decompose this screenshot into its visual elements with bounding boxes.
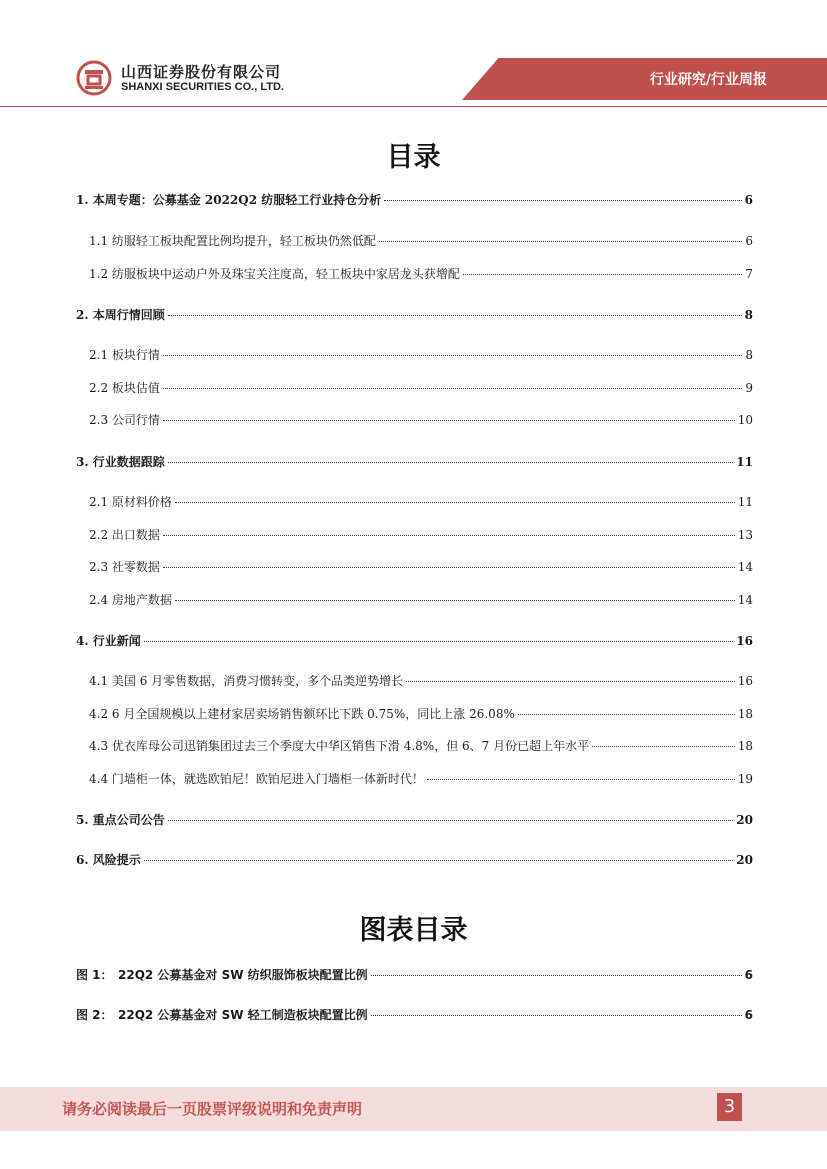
toc-entry-label: 2.2 出口数据 — [89, 528, 160, 542]
toc-entry[interactable] — [76, 191, 753, 208]
toc-entry[interactable] — [89, 672, 753, 689]
leader-dots — [175, 502, 735, 503]
header-banner — [462, 58, 827, 100]
toc-entry[interactable] — [89, 379, 753, 396]
toc-entry-page: 8 — [745, 348, 753, 362]
leader-dots — [163, 355, 742, 356]
toc-entry-label: 2.3 社零数据 — [89, 560, 160, 574]
toc-entry-page: 8 — [744, 308, 753, 322]
toc-entry[interactable] — [89, 493, 753, 510]
header-divider — [0, 106, 827, 107]
figure-entry[interactable] — [76, 966, 753, 983]
toc-entry[interactable] — [76, 632, 753, 649]
toc-entry[interactable] — [76, 453, 753, 470]
leader-dots — [175, 600, 735, 601]
company-name-cn: 山西证券股份有限公司 — [121, 63, 282, 81]
leader-dots — [384, 200, 741, 201]
leader-dots — [168, 820, 734, 821]
leader-dots — [163, 535, 735, 536]
toc-entry[interactable] — [89, 411, 753, 428]
toc-entry-label: 2.1 原材料价格 — [89, 495, 172, 509]
toc-entry[interactable] — [89, 232, 753, 249]
toc-entry-label: 1. 本周专题：公募基金 2022Q2 纺服轻工行业持仓分析 — [76, 193, 382, 207]
toc-entry[interactable] — [89, 526, 753, 543]
toc-entry[interactable] — [89, 265, 753, 282]
toc-entry-label: 5. 重点公司公告 — [76, 813, 165, 827]
company-logo-icon — [76, 60, 112, 96]
leader-dots — [168, 315, 742, 316]
toc-entry-page: 16 — [737, 674, 753, 688]
toc-entry-page: 9 — [745, 381, 753, 395]
figure-entry[interactable] — [76, 1006, 753, 1023]
page-header — [0, 0, 827, 112]
figure-entry-label — [76, 966, 368, 983]
toc-entry[interactable] — [89, 346, 753, 363]
toc-entry-label: 2.4 房地产数据 — [89, 593, 172, 607]
toc-entry-page: 14 — [737, 593, 753, 607]
leader-dots — [163, 388, 742, 389]
leader-dots — [144, 860, 734, 861]
leader-dots — [163, 420, 735, 421]
toc-entry[interactable] — [89, 705, 753, 722]
toc-entry-label: 1.2 纺服板块中运动户外及珠宝关注度高，轻工板块中家居龙头获增配 — [89, 267, 460, 281]
toc-entry-page: 16 — [736, 634, 753, 648]
figure-title: 22Q2 公募基金对 SW 纺织服饰板块配置比例 — [118, 968, 368, 982]
toc-entry-page: 11 — [737, 495, 753, 509]
figure-number: 图 1： — [76, 968, 113, 982]
toc-entry-page: 14 — [737, 560, 753, 574]
figure-entry-label — [76, 1006, 368, 1023]
toc-entry[interactable] — [89, 737, 753, 754]
toc-entry-page: 11 — [736, 455, 753, 469]
toc-entry-page: 19 — [737, 772, 753, 786]
toc-entry[interactable] — [76, 306, 753, 323]
figure-number: 图 2： — [76, 1008, 113, 1022]
page-number: 3 — [717, 1093, 742, 1121]
leader-dots — [371, 975, 742, 976]
figure-entry-page: 6 — [744, 968, 753, 982]
leader-dots — [427, 779, 735, 780]
toc-entry-page: 6 — [744, 193, 753, 207]
toc-entry-label: 3. 行业数据跟踪 — [76, 455, 165, 469]
toc-entry-label: 4. 行业新闻 — [76, 634, 141, 648]
leader-dots — [406, 681, 735, 682]
toc-entry-label: 6. 风险提示 — [76, 853, 141, 867]
toc-entry[interactable] — [76, 811, 753, 828]
toc-title: 目录 — [386, 142, 441, 173]
toc-entry-label: 2.1 板块行情 — [89, 348, 160, 362]
toc-entry-page: 20 — [736, 813, 753, 827]
toc-entry-page: 20 — [736, 853, 753, 867]
toc-entry-page: 18 — [737, 739, 753, 753]
toc-entry-page: 7 — [745, 267, 753, 281]
toc-entry-label: 4.3 优衣库母公司迅销集团过去三个季度大中华区销售下滑 4.8%，但 6、7 月份已超上年水平 — [89, 739, 590, 753]
leader-dots — [379, 241, 742, 242]
toc-entry[interactable] — [89, 591, 753, 608]
toc-entry-label: 2. 本周行情回顾 — [76, 308, 165, 322]
toc-entry-label: 2.3 公司行情 — [89, 413, 160, 427]
leader-dots — [518, 714, 735, 715]
leader-dots — [371, 1015, 742, 1016]
toc-entry-page: 10 — [737, 413, 753, 427]
toc-entry-label: 1.1 纺服轻工板块配置比例均提升，轻工板块仍然低配 — [89, 234, 376, 248]
toc-entry-label: 4.4 门墙柜一体，就选欧铂尼！欧铂尼进入门墙柜一体新时代！ — [89, 772, 424, 786]
company-name-en: SHANXI SECURITIES CO., LTD. — [121, 81, 284, 93]
toc-entry-label: 4.2 6 月全国规模以上建材家居卖场销售额环比下跌 0.75%，同比上涨 26.08% — [89, 707, 515, 721]
toc-entry[interactable] — [76, 851, 753, 868]
figures-title: 图表目录 — [359, 915, 468, 946]
toc-entry-label: 4.1 美国 6 月零售数据，消费习惯转变，多个品类逆势增长 — [89, 674, 404, 688]
leader-dots — [168, 462, 734, 463]
toc-entry[interactable] — [89, 558, 753, 575]
toc-entry-page: 13 — [737, 528, 753, 542]
toc-entry-label: 2.2 板块估值 — [89, 381, 160, 395]
footer-disclaimer: 请务必阅读最后一页股票评级说明和免责声明 — [62, 1100, 363, 1118]
figure-title: 22Q2 公募基金对 SW 轻工制造板块配置比例 — [118, 1008, 368, 1022]
leader-dots — [592, 746, 735, 747]
figure-entry-page: 6 — [744, 1008, 753, 1022]
leader-dots — [163, 567, 735, 568]
leader-dots — [144, 641, 734, 642]
report-type: 行业研究/行业周报 — [649, 72, 767, 88]
toc-entry-page: 18 — [737, 707, 753, 721]
toc-entry[interactable] — [89, 770, 753, 787]
leader-dots — [463, 274, 742, 275]
toc-entry-page: 6 — [745, 234, 753, 248]
